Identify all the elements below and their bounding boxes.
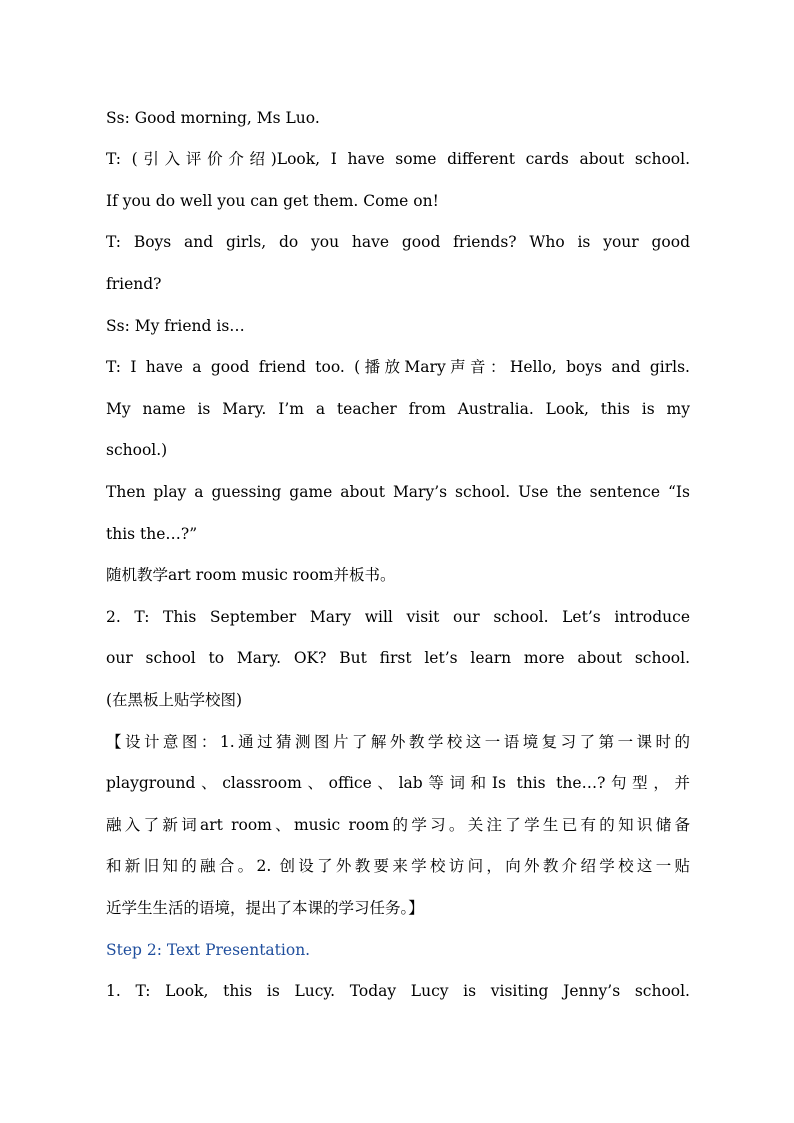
- dialogue-line: 2. T: This September Mary will visit our school. Let’s introduce: [106, 608, 690, 626]
- design-intent-line: 和新旧知的融合。2. 创设了外教要来学校访问，向外教介绍学校这一贴: [106, 857, 690, 875]
- dialogue-line: T: I have a good friend too. (播放Mary声音：Hello, boys and girls.: [106, 358, 690, 376]
- section-heading: Step 2: Text Presentation.: [106, 941, 311, 959]
- dialogue-line: My name is Mary. I’m a teacher from Australia. Look, this is my: [106, 400, 690, 418]
- dialogue-line: 1. T: Look, this is Lucy. Today Lucy is visiting Jenny’s school.: [106, 982, 690, 1000]
- design-intent-line: 近学生生活的语境，提出了本课的学习任务。】: [106, 899, 424, 917]
- design-intent-line: 融入了新词art room、music room的学习。关注了学生已有的知识储备: [106, 816, 690, 834]
- body-line: 随机教学art room music room并板书。: [106, 566, 396, 584]
- dialogue-line: T: Boys and girls, do you have good friends? Who is your good: [106, 233, 690, 251]
- body-line: Then play a guessing game about Mary’s school. Use the sentence “Is: [106, 483, 690, 501]
- body-line: this the…?”: [106, 525, 198, 543]
- dialogue-line: school.): [106, 441, 168, 459]
- design-intent-line: playground、classroom、office、lab等词和Is this the…?句型，并: [106, 774, 690, 792]
- dialogue-line: If you do well you can get them. Come on!: [106, 192, 439, 210]
- dialogue-line: Ss: Good morning, Ms Luo.: [106, 109, 320, 127]
- dialogue-line: friend?: [106, 275, 162, 293]
- design-intent-line: 【设计意图：1.通过猜测图片了解外教学校这一语境复习了第一课时的: [106, 733, 690, 751]
- body-line: (在黑板上贴学校图): [106, 691, 243, 709]
- dialogue-line: our school to Mary. OK? But first let’s learn more about school.: [106, 649, 690, 667]
- dialogue-line: Ss: My friend is…: [106, 317, 245, 335]
- dialogue-line: T: (引入评价介绍)Look, I have some different cards about school.: [106, 150, 690, 168]
